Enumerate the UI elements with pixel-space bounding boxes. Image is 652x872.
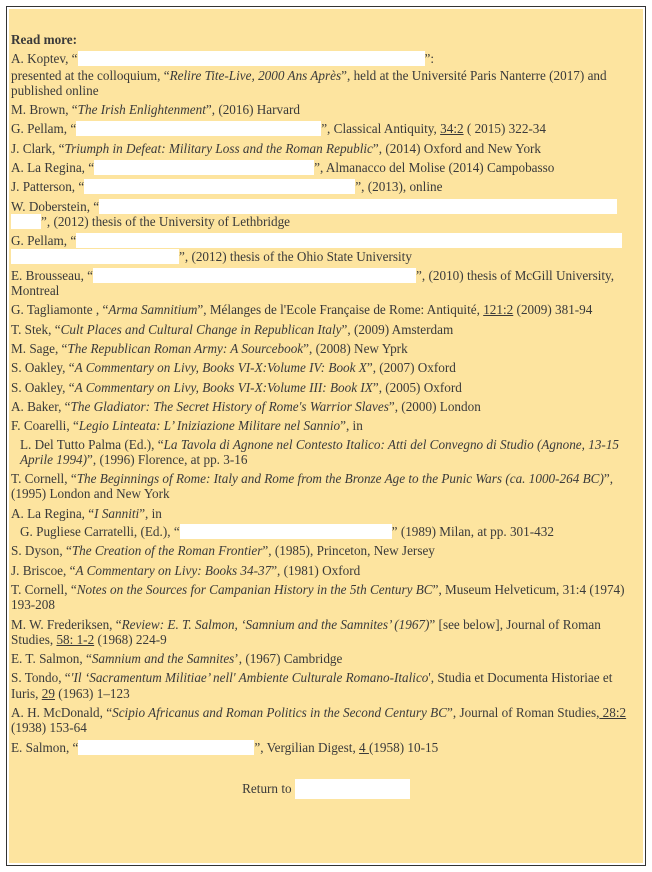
- list-item: L. Del Tutto Palma (Ed.), “La Tavola di Agnone nel Contesto Italico: Atti del Convegno di Studio (Agnone, 13-15 Aprile 1994)”, (1996) Florence, at pp. 3-16: [20, 436, 620, 467]
- list-item: J. Briscoe, “A Commentary on Livy: Books 34-37”, (1981) Oxford: [11, 562, 361, 578]
- volume-link[interactable]: 58: 1-2: [56, 631, 95, 647]
- list-item: T. Cornell, “Notes on the Sources for Campanian History in the 5th Century BC”, Museum Helveticum, 31:4 (1974) 193-208: [11, 581, 625, 613]
- link-placeholder[interactable]: [99, 199, 617, 214]
- list-item: W. Doberstein, “ ”, (2012) thesis of the University of Lethbridge: [11, 199, 641, 230]
- list-item: J. Patterson, “ ”, (2013), online: [11, 179, 443, 195]
- list-item: T. Cornell, “The Beginnings of Rome: Italy and Rome from the Bronze Age to the Punic Wars (ca. 1000-264 BC)”, (1995) London and New York: [11, 471, 614, 502]
- volume-link[interactable]: 29: [41, 685, 55, 701]
- return-link-placeholder[interactable]: [295, 779, 410, 799]
- list-item: E. Salmon, “ ”, Vergilian Digest, 4 (1958) 10-15: [11, 739, 439, 755]
- link-placeholder[interactable]: [11, 249, 179, 264]
- list-item: G. Pellam, “ ”, (2012) thesis of the Ohio State University: [11, 233, 641, 264]
- link-placeholder[interactable]: [76, 233, 622, 248]
- list-item: M. Sage, “The Republican Roman Army: A Sourcebook”, (2008) New Yprk: [11, 341, 408, 357]
- content-panel: [9, 9, 643, 863]
- volume-link[interactable]: 34:2: [440, 121, 464, 137]
- link-placeholder[interactable]: [84, 179, 355, 194]
- list-item: S. Oakley, “A Commentary on Livy, Books VI-X:Volume III: Book IX”, (2005) Oxford: [11, 379, 462, 395]
- volume-link[interactable]: 4: [359, 739, 369, 755]
- link-placeholder[interactable]: [11, 214, 41, 229]
- volume-link[interactable]: 28:2: [599, 704, 627, 720]
- return-line: [11, 779, 641, 799]
- return-label: Return to: [242, 780, 292, 796]
- list-item: F. Coarelli, “Legio Linteata: L’ Iniziazione Militare nel Sannio”, in: [11, 418, 363, 434]
- list-item: M. Brown, “The Irish Enlightenment”, (2016) Harvard: [11, 102, 300, 118]
- list-item: A. La Regina, “I Sanniti”, in: [11, 505, 162, 521]
- reference-list: [11, 32, 641, 799]
- list-item: G. Pellam, “ ”, Classical Antiquity, 34:2 ( 2015) 322-34: [11, 121, 546, 137]
- list-item: E. Brousseau, “ ”, (2010) thesis of McGill University, Montreal: [11, 267, 615, 299]
- list-item: G. Tagliamonte , “Arma Samnitium”, Mélanges de l'Ecole Française de Rome: Antiquité, 121:2 (2009) 381-94: [11, 302, 593, 318]
- link-placeholder[interactable]: [78, 740, 254, 755]
- list-item: A. Koptev, “ ”:: [11, 51, 435, 67]
- link-placeholder[interactable]: [76, 121, 321, 136]
- list-item: S. Dyson, “The Creation of the Roman Frontier”, (1985), Princeton, New Jersey: [11, 543, 435, 559]
- read-more-heading: Read more:: [11, 32, 78, 47]
- link-placeholder[interactable]: [180, 524, 392, 539]
- list-item: A. La Regina, “ ”, Almanacco del Molise (2014) Campobasso: [11, 160, 555, 176]
- link-placeholder[interactable]: [93, 268, 416, 283]
- list-item: T. Stek, “Cult Places and Cultural Change in Republican Italy”, (2009) Amsterdam: [11, 321, 454, 337]
- list-item: S. Oakley, “A Commentary on Livy, Books VI-X:Volume IV: Book X”, (2007) Oxford: [11, 360, 456, 376]
- list-item: A. H. McDonald, “Scipio Africanus and Roman Politics in the Second Century BC”, Journal of Roman Studies, 28:2 (1938) 153-64: [11, 704, 627, 736]
- volume-link[interactable]: 121:2: [483, 302, 514, 318]
- list-item: G. Pugliese Carratelli, (Ed.), “ ” (1989) Milan, at pp. 301-432: [20, 524, 554, 540]
- link-placeholder[interactable]: [78, 51, 425, 66]
- list-item: M. W. Frederiksen, “Review: E. T. Salmon, ‘Samnium and the Samnites’ (1967)” [see below], Journal of Roman Studies, 58: 1-2 (1968) 224-9: [11, 616, 601, 647]
- list-item: J. Clark, “Triumph in Defeat: Military Loss and the Roman Republic”, (2014) Oxford and New York: [11, 140, 542, 156]
- link-placeholder[interactable]: [94, 160, 314, 175]
- list-item: E. T. Salmon, “Samnium and the Samnites’, (1967) Cambridge: [11, 651, 343, 667]
- list-item: S. Tondo, “'Il ‘Sacramentum Militiae’ nell' Ambiente Culturale Romano-Italico', Studia et Documenta Historiae et Iuris, 29 (1963) 1–123: [11, 670, 613, 701]
- page-frame: [6, 6, 646, 866]
- list-item: A. Baker, “The Gladiator: The Secret History of Rome's Warrior Slaves”, (2000) London: [11, 398, 481, 414]
- list-item: presented at the colloquium, “Relire Tite-Live, 2000 Ans Après”, held at the Université Paris Nanterre (2017) and published online: [11, 67, 607, 98]
